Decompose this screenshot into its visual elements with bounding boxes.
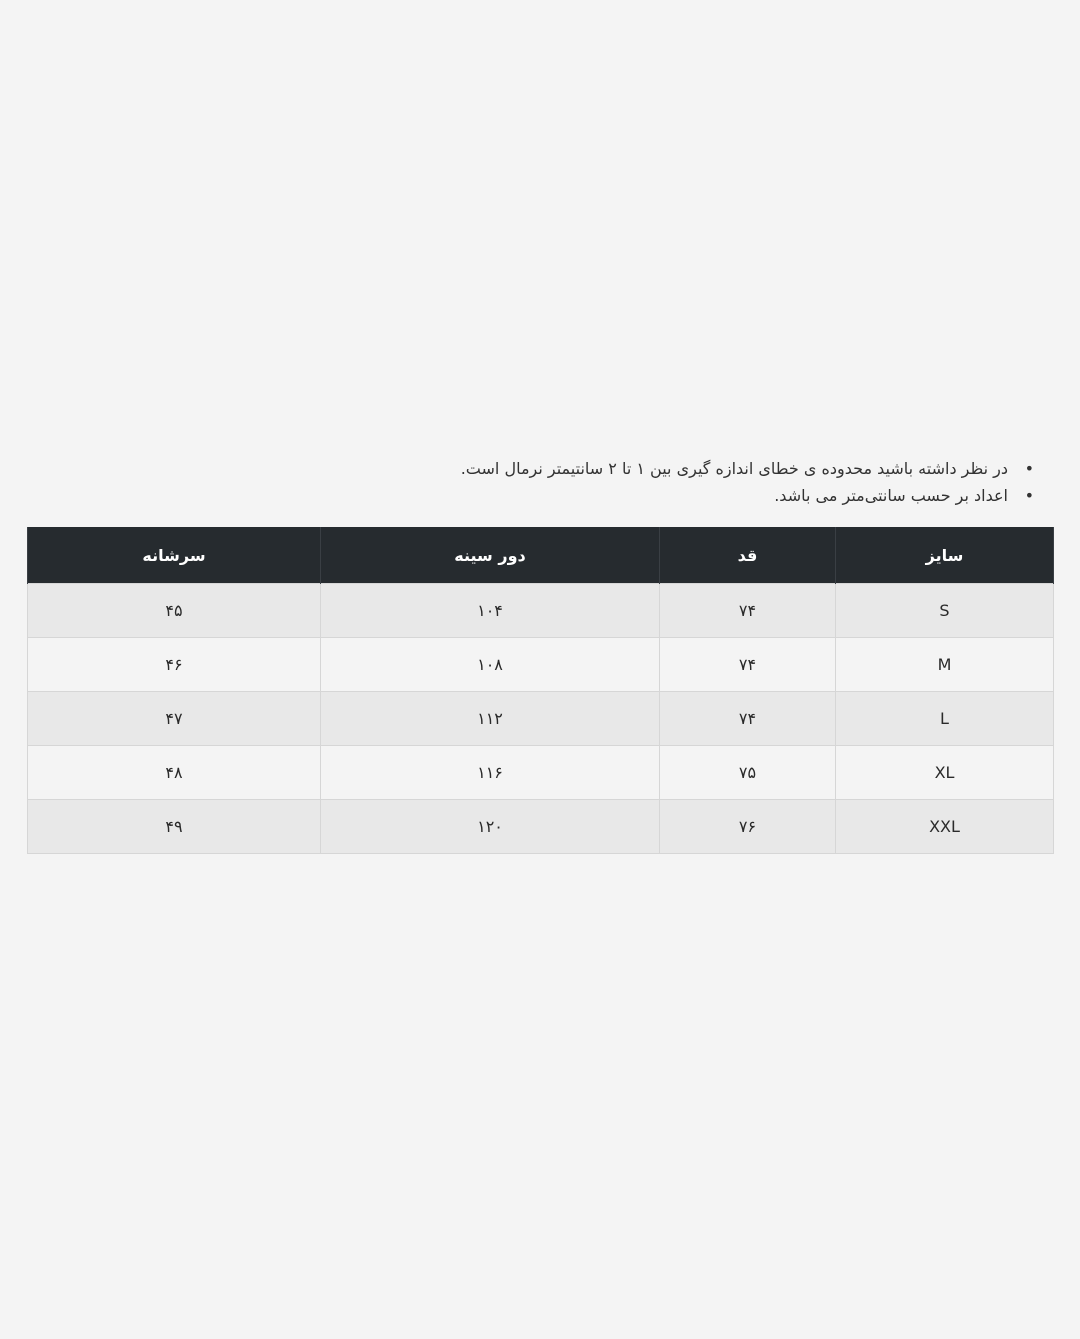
note-text: در نظر داشته باشید محدوده ی خطای اندازه گیری بین ۱ تا ۲ سانتیمتر نرمال است. [460, 459, 1008, 478]
cell-chest: ۱۱۲ [321, 692, 660, 746]
cell-chest: ۱۰۴ [321, 584, 660, 638]
notes-list [27, 455, 1053, 509]
cell-height: ۷۶ [660, 800, 836, 854]
header-shoulder: سرشانه [28, 527, 321, 584]
table-row [28, 800, 1054, 854]
table-row [28, 746, 1054, 800]
cell-chest: ۱۱۶ [321, 746, 660, 800]
table-row [28, 584, 1054, 638]
cell-size: S [836, 584, 1054, 638]
cell-shoulder: ۴۶ [28, 638, 321, 692]
cell-height: ۷۴ [660, 692, 836, 746]
note-item [27, 482, 1034, 509]
cell-size: L [836, 692, 1054, 746]
note-text: اعداد بر حسب سانتی‌متر می باشد. [774, 486, 1008, 505]
cell-height: ۷۵ [660, 746, 836, 800]
size-guide [27, 455, 1053, 854]
cell-size: M [836, 638, 1054, 692]
cell-chest: ۱۲۰ [321, 800, 660, 854]
table-row [28, 692, 1054, 746]
cell-shoulder: ۴۸ [28, 746, 321, 800]
table-header-row [28, 527, 1054, 584]
cell-size: XXL [836, 800, 1054, 854]
bullet-icon: • [1024, 459, 1034, 478]
table-row [28, 638, 1054, 692]
header-chest: دور سینه [321, 527, 660, 584]
cell-height: ۷۴ [660, 584, 836, 638]
cell-shoulder: ۴۹ [28, 800, 321, 854]
bullet-icon: • [1024, 486, 1034, 505]
cell-shoulder: ۴۵ [28, 584, 321, 638]
cell-size: XL [836, 746, 1054, 800]
cell-chest: ۱۰۸ [321, 638, 660, 692]
note-item [27, 455, 1034, 482]
size-table [27, 527, 1054, 854]
cell-shoulder: ۴۷ [28, 692, 321, 746]
header-height: قد [660, 527, 836, 584]
cell-height: ۷۴ [660, 638, 836, 692]
header-size: سایز [836, 527, 1054, 584]
